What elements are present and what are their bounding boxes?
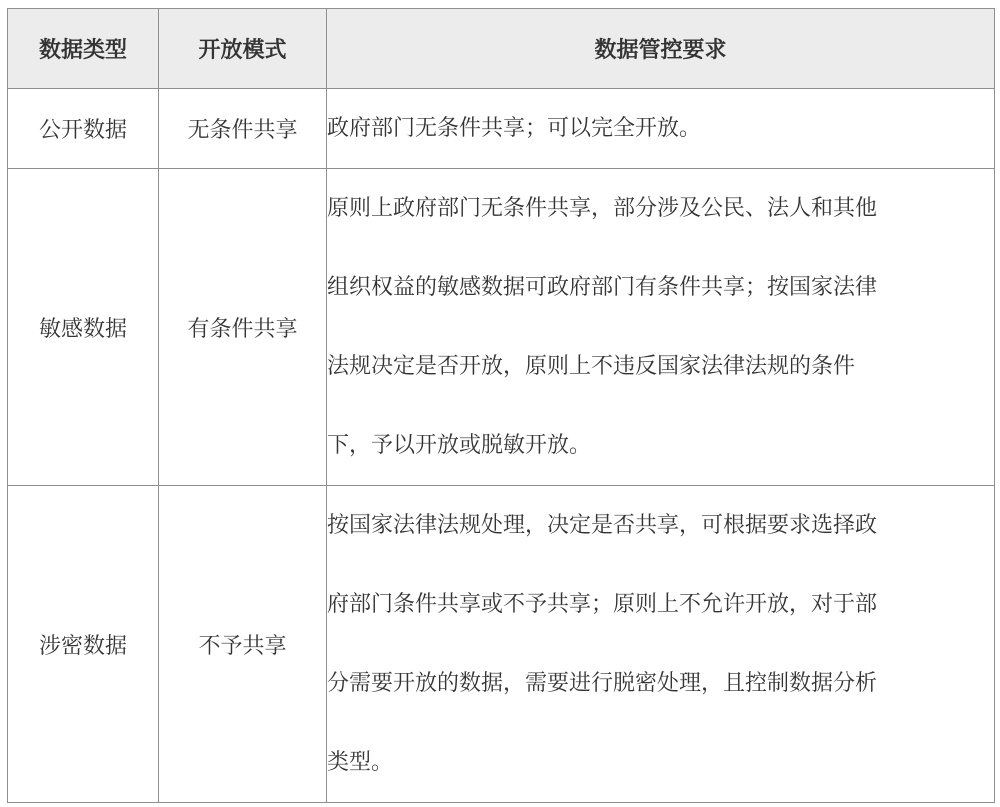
- header-row: [8, 9, 995, 89]
- table-row: [8, 89, 995, 169]
- requirement-line: 按国家法律法规处理，决定是否共享，可根据要求选择政: [327, 513, 878, 538]
- table-row: [8, 169, 995, 486]
- cell-control-requirement: [327, 89, 995, 169]
- header-control-requirement: 数据管控要求: [327, 9, 995, 89]
- requirement-line: 原则上政府部门无条件共享，部分涉及公民、法人和其他: [327, 196, 878, 221]
- requirement-line: 府部门条件共享或不予共享；原则上不允许开放，对于部: [327, 592, 878, 617]
- cell-data-type: 涉密数据: [8, 486, 159, 803]
- cell-open-mode: 无条件共享: [159, 89, 327, 169]
- data-control-table: [7, 8, 995, 803]
- requirement-line: 分需要开放的数据，需要进行脱密处理，且控制数据分析: [327, 671, 878, 696]
- table-row: [8, 486, 995, 803]
- requirement-line: 组织权益的敏感数据可政府部门有条件共享；按国家法律: [327, 275, 878, 300]
- cell-control-requirement: [327, 169, 995, 486]
- header-open-mode: 开放模式: [159, 9, 327, 89]
- cell-data-type: 敏感数据: [8, 169, 159, 486]
- header-data-type: 数据类型: [8, 9, 159, 89]
- cell-open-mode: 不予共享: [159, 486, 327, 803]
- cell-open-mode: 有条件共享: [159, 169, 327, 486]
- requirement-line: 下，予以开放或脱敏开放。: [327, 433, 592, 458]
- requirement-line: 政府部门无条件共享；可以完全开放。: [327, 116, 702, 141]
- cell-control-requirement: [327, 486, 995, 803]
- requirement-line: 法规决定是否开放，原则上不违反国家法律法规的条件: [327, 354, 856, 379]
- requirement-line: 类型。: [327, 750, 394, 775]
- cell-data-type: 公开数据: [8, 89, 159, 169]
